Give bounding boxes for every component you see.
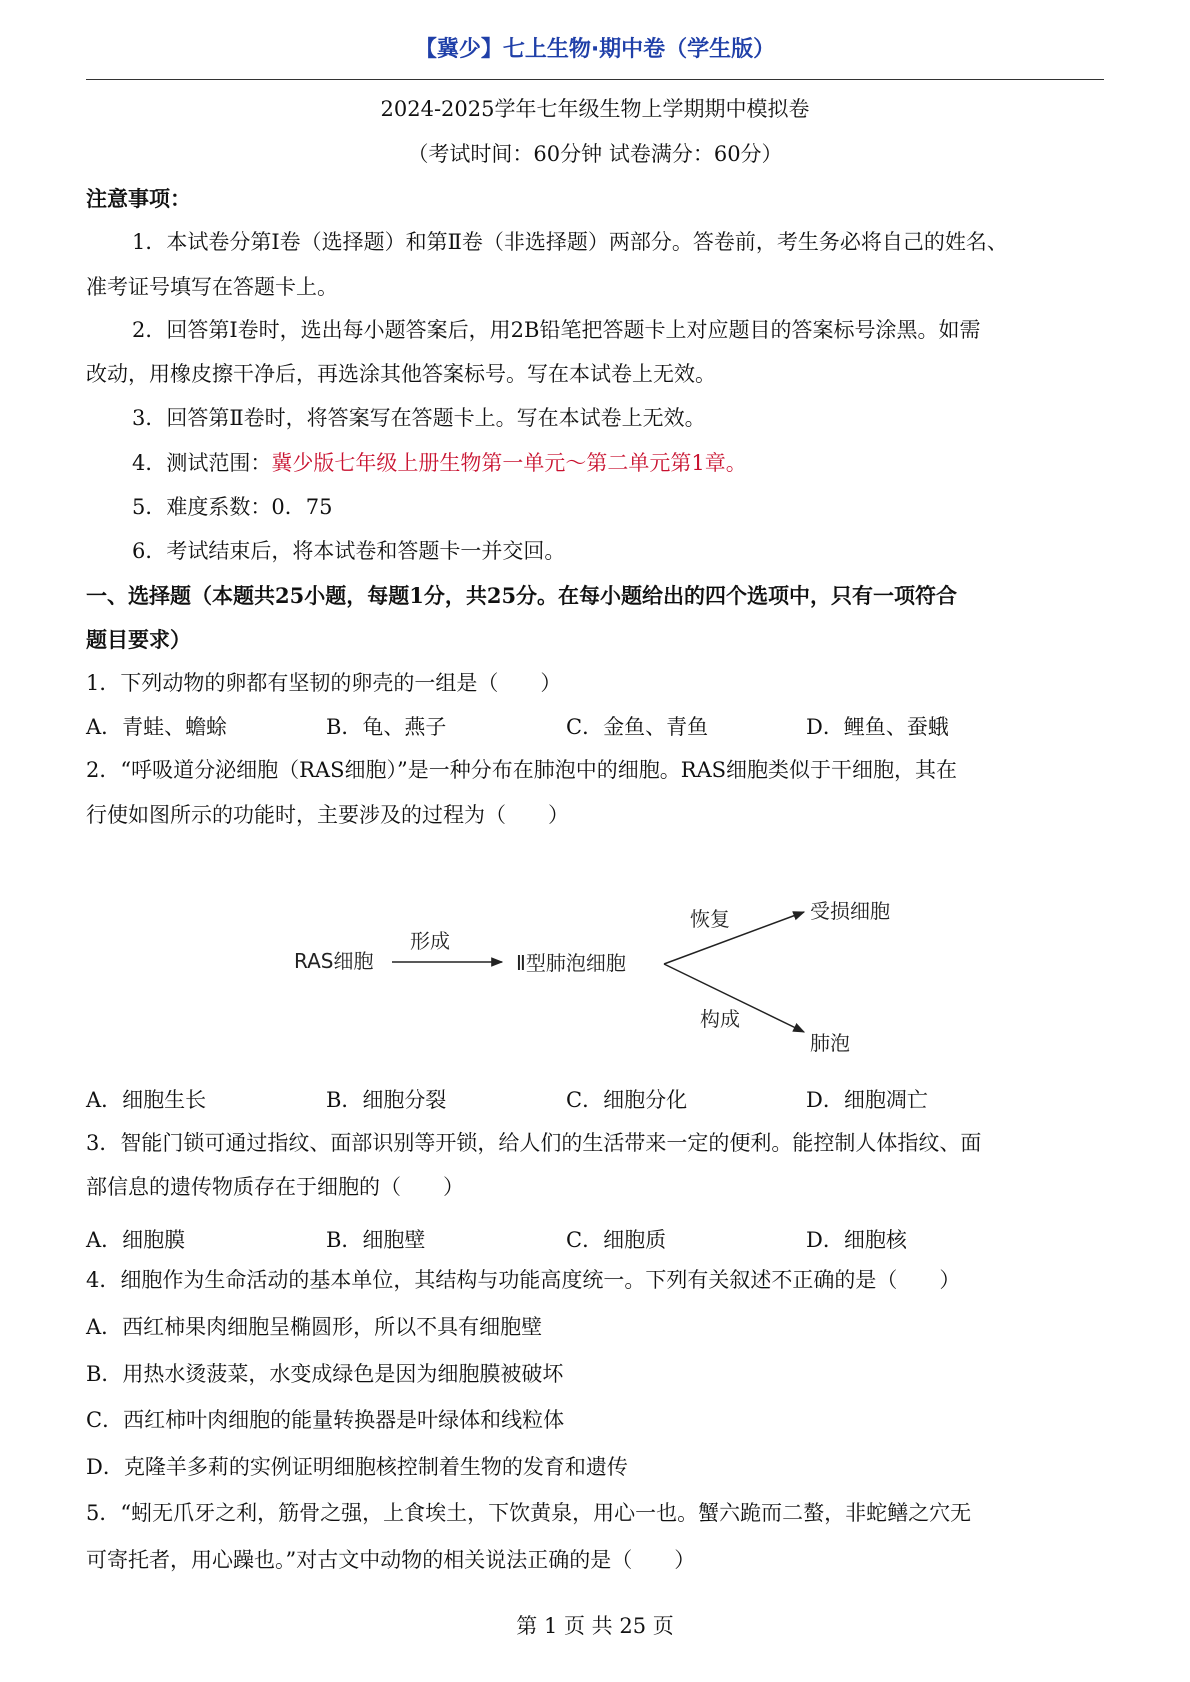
note-item-2-line-1: 2．回答第Ⅰ卷时，选出每小题答案后，用2B铅笔把答题卡上对应题目的答案标号涂黑。如需 [132,318,981,342]
question-3-stem-line-1: 3．智能门锁可通过指纹、面部识别等开锁，给人们的生活带来一定的便利。能控制人体指纹、面 [86,1131,982,1155]
question-1-option-b: B．龟、燕子 [326,715,447,739]
question-5-stem-line-1: 5．“蚓无爪牙之利，筋骨之强，上食埃土，下饮黄泉，用心一也。蟹六跪而二螯，非蛇鳝之穴无 [86,1501,972,1525]
diagram-middle-label: Ⅱ型肺泡细胞 [516,951,626,975]
note-item-2-line-2: 改动，用橡皮擦干净后，再选涂其他答案标号。写在本试卷上无效。 [86,362,716,386]
question-4-option-b: B．用热水烫菠菜，水变成绿色是因为细胞膜被破坏 [86,1362,564,1386]
question-1-option-a: A．青蛙、蟾蜍 [86,715,228,739]
question-2-option-b: B．细胞分裂 [326,1088,447,1112]
question-2-stem-line-2: 行使如图所示的功能时，主要涉及的过程为（ ） [86,803,569,827]
header-divider [86,79,1104,80]
note-item-6: 6．考试结束后，将本试卷和答题卡一并交回。 [132,539,566,563]
question-5-stem-line-2: 可寄托者，用心躁也。”对古文中动物的相关说法正确的是（ ） [86,1548,696,1572]
question-1-option-d: D．鲤鱼、蚕蛾 [806,715,949,739]
question-2-option-c: C．细胞分化 [566,1088,688,1112]
test-scope: 冀少版七年级上册生物第一单元～第二单元第1章。 [271,451,747,475]
question-1-stem: 1．下列动物的卵都有坚韧的卵壳的一组是（ ） [86,671,562,695]
question-2-option-a: A．细胞生长 [86,1088,207,1112]
exam-subtitle: （考试时间：60分钟 试卷满分：60分） [407,142,783,166]
question-4-stem: 4．细胞作为生命活动的基本单位，其结构与功能高度统一。下列有关叙述不正确的是（ ） [86,1268,961,1292]
diagram-arrow-restore [664,912,804,964]
section-heading-line-2: 题目要求） [86,627,191,652]
note-item-3: 3．回答第Ⅱ卷时，将答案写在答题卡上。写在本试卷上无效。 [132,406,706,430]
question-1-option-c: C．金鱼、青鱼 [566,715,709,739]
question-4-option-a: A．西红柿果肉细胞呈椭圆形，所以不具有细胞壁 [86,1315,543,1339]
diagram-lower-target: 肺泡 [810,1031,850,1055]
diagram-source-label: RAS细胞 [294,949,374,973]
diagram-form-label: 形成 [410,929,450,953]
question-3-option-b: B．细胞壁 [326,1228,426,1252]
question-3-option-c: C．细胞质 [566,1228,667,1252]
notes-heading: 注意事项： [86,186,191,211]
header-title: 【冀少】七上生物·期中卷（学生版） [414,37,776,62]
section-heading-line-1: 一、选择题（本题共25小题，每题1分，共25分。在每小题给出的四个选项中，只有一项符合 [86,583,958,608]
question-3-option-a: A．细胞膜 [86,1228,186,1252]
note-item-5: 5．难度系数：0．75 [132,495,333,519]
question-2-stem-line-1: 2．“呼吸道分泌细胞（RAS细胞）”是一种分布在肺泡中的细胞。RAS细胞类似于干细胞，其在 [86,758,958,782]
question-4-option-d: D．克隆羊多莉的实例证明细胞核控制着生物的发育和遗传 [86,1455,628,1479]
question-2-option-d: D．细胞凋亡 [806,1088,928,1112]
question-4-option-c: C．西红柿叶肉细胞的能量转换器是叶绿体和线粒体 [86,1408,565,1432]
question-3-stem-line-2: 部信息的遗传物质存在于细胞的（ ） [86,1175,464,1199]
note-item-4 [132,453,747,474]
note-item-1-line-1: 1．本试卷分第Ⅰ卷（选择题）和第Ⅱ卷（非选择题）两部分。答卷前，考生务必将自己的姓名、 [132,230,1008,254]
ras-cell-diagram [280,888,920,1058]
page-footer: 第 1 页 共 25 页 [516,1614,674,1638]
diagram-restore-label: 恢复 [690,907,730,931]
note-item-1-line-2: 准考证号填写在答题卡上。 [86,275,338,299]
note-item-4-prefix: 4．测试范围： [132,451,272,475]
diagram-compose-label: 构成 [700,1007,740,1031]
question-3-option-d: D．细胞核 [806,1228,907,1252]
diagram-upper-target: 受损细胞 [810,899,890,923]
exam-title: 2024-2025学年七年级生物上学期期中模拟卷 [380,97,810,121]
